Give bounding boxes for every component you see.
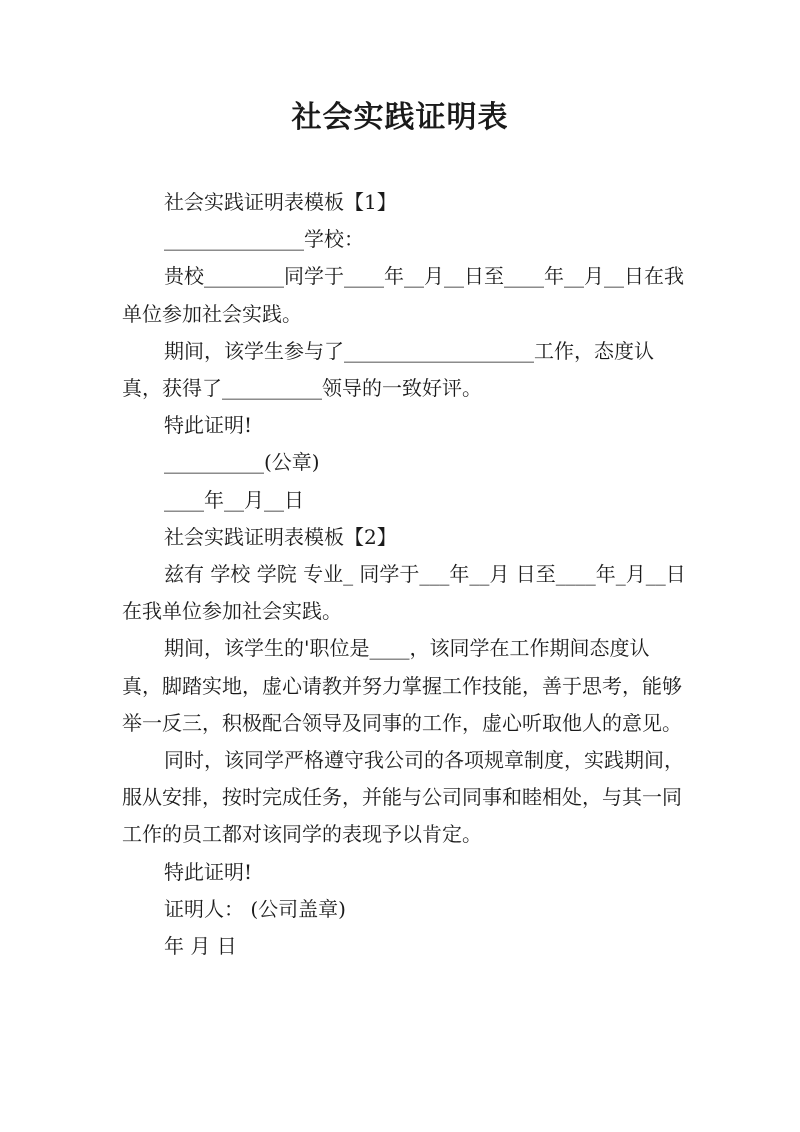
template-1-seal-line: __________(公章) (164, 450, 320, 475)
template-1-evaluation-paragraph: 期间，该学生参与了___________________工作，态度认真，获得了__________领导的一致好评。 (122, 338, 654, 401)
template-1-certification-line: 特此证明! (164, 413, 253, 438)
template-2-certification-line: 特此证明! (164, 859, 253, 884)
template-2-evaluation-paragraph: 期间，该学生的'职位是____，该同学在工作期间态度认真，脚踏实地，虚心请教并努力掌握工作技能，善于思考，能够举一反三，积极配合领导及同事的工作，虚心听取他人的意见。 (122, 636, 682, 735)
template-2-date-line: 年 月 日 (164, 934, 237, 959)
template-1-date-line: ____年__月__日 (164, 487, 304, 512)
template-2-conduct-paragraph: 同时，该同学严格遵守我公司的各项规章制度，实践期间，服从安排，按时完成任务，并能与公司同事和睦相处，与其一同工作的员工都对该同学的表现予以肯定。 (122, 748, 684, 847)
document-body (122, 184, 686, 965)
template-2-intro-paragraph: 兹有 学校 学院 专业_ 同学于___年__月 日至____年_月__日在我单位参加社会实践。 (122, 562, 686, 624)
template-1-heading: 社会实践证明表模板【1】 (164, 190, 397, 214)
document-title: 社会实践证明表 (291, 100, 509, 135)
template-2-certifier-line: 证明人： (公司盖章) (164, 896, 346, 921)
template-1-intro-paragraph: 贵校________同学于____年__月__日至____年__月__日在我单位参加社会实践。 (122, 264, 684, 326)
template-1-addressee: ______________学校： (164, 227, 364, 252)
template-2-heading: 社会实践证明表模板【2】 (164, 524, 397, 549)
